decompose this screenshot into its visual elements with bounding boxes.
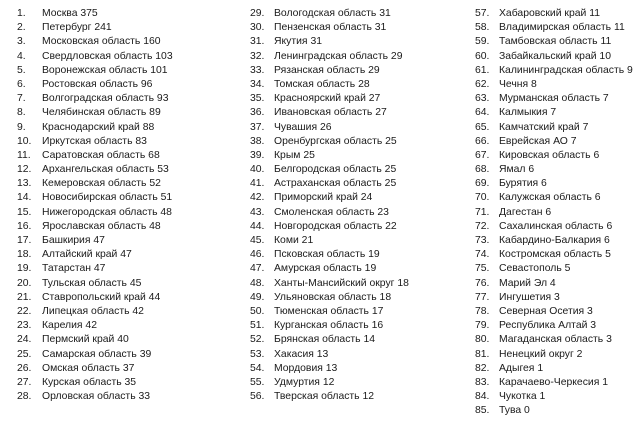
list-item-number: 38. [250,135,265,147]
list-item-text: Самарская область 39 [42,348,152,360]
list-item-text: Тюменская область 17 [274,305,384,317]
list-item [475,277,633,291]
list-item [17,191,173,205]
list-item-text: Московская область 160 [42,36,161,48]
list-item-number: 43. [250,206,265,218]
list-item-number: 14. [17,192,32,204]
list-item-text: Владимирская область 11 [499,22,625,34]
list-item [250,291,409,305]
list-item-number: 35. [250,93,265,105]
list-item-text: Челябинская область 89 [42,107,161,119]
list-item [250,149,409,163]
list-item-number: 72. [475,220,490,232]
list-item [250,348,409,362]
list-item-text: Алтайский край 47 [42,249,132,261]
list-item-text: Саратовская область 68 [42,149,160,161]
list-item-text: Ингушетия 3 [499,291,560,303]
list-item-text: Амурская область 19 [274,263,377,275]
list-item-number: 67. [475,149,490,161]
list-item-number: 32. [250,50,265,62]
list-item-number: 75. [475,263,490,275]
list-item [250,64,409,78]
list-item [475,220,633,234]
list-item-number: 15. [17,206,32,218]
list-item-number: 83. [475,376,490,388]
list-item-text: Чукотка 1 [499,391,546,403]
list-item [17,92,173,106]
list-item [17,348,173,362]
list-item-number: 76. [475,277,490,289]
list-item-text: Костромская область 5 [499,249,611,261]
list-item [17,78,173,92]
region-list-column-3 [475,7,633,418]
list-item-number: 78. [475,305,490,317]
list-item [250,135,409,149]
list-item-text: Бурятия 6 [499,178,547,190]
list-item-number: 41. [250,178,265,190]
list-item-number: 50. [250,305,265,317]
region-list-column-1 [17,7,173,404]
list-item-text: Ростовская область 96 [42,78,153,90]
list-item [17,149,173,163]
list-item-text: Калмыкия 7 [499,107,557,119]
list-item-text: Красноярский край 27 [274,93,381,105]
list-item-number: 74. [475,249,490,261]
list-item-number: 9. [17,121,26,133]
list-item-number: 60. [475,50,490,62]
list-item [17,319,173,333]
list-item-number: 54. [250,362,265,374]
list-item-number: 33. [250,64,265,76]
list-item-text: Смоленская область 23 [274,206,389,218]
list-item-text: Калужская область 6 [499,192,601,204]
list-item [250,376,409,390]
list-item [475,348,633,362]
list-item-text: Татарстан 47 [42,263,106,275]
list-item-text: Омская область 37 [42,362,135,374]
list-item-number: 37. [250,121,265,133]
list-item [250,191,409,205]
list-item [250,163,409,177]
list-item-number: 42. [250,192,265,204]
list-item-text: Еврейская АО 7 [499,135,577,147]
list-item-text: Краснодарский край 88 [42,121,155,133]
list-item [475,177,633,191]
list-item-text: Магаданская область 3 [499,334,612,346]
list-item-number: 39. [250,149,265,161]
list-item-number: 73. [475,235,490,246]
list-item [250,305,409,319]
list-item-text: Тверская область 12 [274,391,375,403]
list-item-text: Адыгея 1 [499,362,544,374]
list-item [475,206,633,220]
list-item-text: Томская область 28 [274,78,370,90]
list-item-number: 84. [475,391,490,403]
list-item-text: Тульская область 45 [42,277,142,289]
list-item-number: 36. [250,107,265,119]
list-item-text: Ставропольский край 44 [42,291,161,303]
list-item [475,191,633,205]
list-item-number: 10. [17,135,32,147]
list-item-text: Кировская область 6 [499,149,600,161]
list-item-number: 56. [250,391,265,403]
list-item-text: Архангельская область 53 [42,164,169,176]
list-item [17,291,173,305]
list-item-text: Нижегородская область 48 [42,206,172,218]
list-item-number: 85. [475,405,490,417]
list-item-text: Мурманская область 7 [499,93,609,105]
list-item-text: Пермский край 40 [42,334,129,346]
list-item-number: 1. [17,8,26,19]
list-item-text: Ханты-Мансийский округ 18 [274,277,409,289]
list-item-number: 40. [250,164,265,176]
list-item-number: 81. [475,348,490,360]
list-item-number: 2. [17,22,26,34]
list-item [250,362,409,376]
list-item-number: 21. [17,291,32,303]
list-item-number: 20. [17,277,32,289]
list-item-number: 26. [17,362,32,374]
list-item [17,64,173,78]
list-item-number: 3. [17,36,26,48]
list-item-text: Новосибирская область 51 [42,192,173,204]
list-item-text: Дагестан 6 [499,206,552,218]
list-item-text: Чувашия 26 [274,121,332,133]
list-item [475,35,633,49]
list-item [17,21,173,35]
list-item-number: 27. [17,376,32,388]
list-item-text: Крым 25 [274,149,315,161]
list-item [475,121,633,135]
list-item [17,390,173,404]
list-item [475,248,633,262]
list-item [250,206,409,220]
list-item-text: Ненецкий округ 2 [499,348,583,360]
list-item-number: 53. [250,348,265,360]
list-item-text: Орловская область 33 [42,391,151,403]
list-item [475,21,633,35]
list-item-text: Кабардино-Балкария 6 [499,235,610,246]
list-item-number: 8. [17,107,26,119]
list-item [17,234,173,248]
list-item [475,92,633,106]
list-item-text: Ивановская область 27 [274,107,387,119]
list-item-number: 70. [475,192,490,204]
list-item-text: Курганская область 16 [274,320,384,332]
list-item-number: 71. [475,206,490,218]
list-item-number: 63. [475,93,490,105]
list-item [17,177,173,191]
list-item-number: 22. [17,305,32,317]
list-item [17,7,173,21]
list-item-text: Чечня 8 [499,78,537,90]
list-item [17,262,173,276]
list-item-number: 58. [475,22,490,34]
list-item [475,319,633,333]
list-item-number: 62. [475,78,490,90]
list-item-text: Северная Осетия 3 [499,305,593,317]
list-item-number: 48. [250,277,265,289]
list-item-number: 66. [475,135,490,147]
list-item [250,21,409,35]
list-item [475,7,633,21]
list-item-number: 6. [17,78,26,90]
list-item-number: 47. [250,263,265,275]
list-item [250,106,409,120]
list-item-text: Ямал 6 [499,164,535,176]
list-item-text: Камчатский край 7 [499,121,589,133]
list-item-number: 23. [17,320,32,332]
list-item-number: 19. [17,263,32,275]
list-item-text: Калининградская область 9 [499,64,633,76]
list-item [17,277,173,291]
list-item-number: 4. [17,50,26,62]
list-item-number: 25. [17,348,32,360]
list-item-text: Республика Алтай 3 [499,320,597,332]
list-item-text: Хакасия 13 [274,348,329,360]
list-item [17,50,173,64]
list-item-text: Якутия 31 [274,36,322,48]
list-item-number: 65. [475,121,490,133]
list-item [475,362,633,376]
list-item [250,390,409,404]
list-item [475,64,633,78]
list-item-text: Хабаровский край 11 [499,8,600,19]
list-item-number: 5. [17,64,26,76]
list-item-number: 12. [17,164,32,176]
list-item [475,106,633,120]
list-item-text: Новгородская область 22 [274,220,397,232]
list-item-text: Кемеровская область 52 [42,178,161,190]
list-item [475,135,633,149]
list-item [17,121,173,135]
list-item [17,248,173,262]
list-item [475,78,633,92]
list-item-number: 31. [250,36,265,48]
list-item-number: 52. [250,334,265,346]
list-item [250,50,409,64]
list-item-number: 18. [17,249,32,261]
list-item [250,262,409,276]
list-item [475,376,633,390]
list-item-text: Белгородская область 25 [274,164,397,176]
list-item-number: 46. [250,249,265,261]
list-item-text: Брянская область 14 [274,334,376,346]
list-item-number: 77. [475,291,490,303]
list-item-number: 69. [475,178,490,190]
list-item-text: Свердловская область 103 [42,50,173,62]
list-item [250,7,409,21]
list-item-text: Тува 0 [499,405,530,417]
list-item-text: Курская область 35 [42,376,137,388]
list-item-text: Астраханская область 25 [274,178,397,190]
list-item-number: 29. [250,8,265,19]
list-item [250,277,409,291]
list-item-text: Тамбовская область 11 [499,36,612,48]
list-item-text: Рязанская область 29 [274,64,380,76]
list-item-text: Ленинградская область 29 [274,50,403,62]
list-item [250,78,409,92]
list-item-number: 17. [17,235,32,246]
list-item [250,319,409,333]
list-item-text: Вологодская область 31 [274,8,391,19]
list-item-text: Коми 21 [274,235,314,246]
region-list-column-2 [250,7,409,404]
list-item [250,248,409,262]
list-item-text: Ульяновская область 18 [274,291,392,303]
list-item [250,177,409,191]
list-item-text: Удмуртия 12 [274,376,335,388]
list-item-number: 55. [250,376,265,388]
list-item [17,206,173,220]
list-item-text: Липецкая область 42 [42,305,144,317]
list-item [17,333,173,347]
list-item-text: Башкирия 47 [42,235,105,246]
list-item-number: 49. [250,291,265,303]
list-item-number: 82. [475,362,490,374]
list-item-text: Воронежская область 101 [42,64,168,76]
list-item [17,135,173,149]
list-item-text: Пензенская область 31 [274,22,387,34]
list-item [250,35,409,49]
list-item [475,234,633,248]
list-item-number: 61. [475,64,490,76]
list-item-number: 34. [250,78,265,90]
list-item-text: Москва 375 [42,8,98,19]
list-item-number: 64. [475,107,490,119]
list-item [250,92,409,106]
list-item [475,149,633,163]
list-item [475,333,633,347]
list-item [17,220,173,234]
list-item [250,121,409,135]
list-item-text: Волгоградская область 93 [42,93,169,105]
list-item [475,262,633,276]
list-item [250,333,409,347]
list-item-text: Петербург 241 [42,22,112,34]
list-item-number: 79. [475,320,490,332]
list-item-number: 80. [475,334,490,346]
list-item-text: Карачаево-Черкесия 1 [499,376,608,388]
list-item-text: Забайкальский край 10 [499,50,611,62]
list-item [475,404,633,418]
list-item-text: Оренбургская область 25 [274,135,397,147]
list-item-number: 13. [17,178,32,190]
list-item-text: Псковская область 19 [274,249,380,261]
list-item [17,305,173,319]
list-item [475,390,633,404]
list-item [17,376,173,390]
list-item-number: 44. [250,220,265,232]
list-item-text: Севастополь 5 [499,263,571,275]
list-item-number: 16. [17,220,32,232]
list-item-number: 24. [17,334,32,346]
list-item-number: 51. [250,320,265,332]
list-item [475,305,633,319]
list-item [475,291,633,305]
list-item-number: 30. [250,22,265,34]
list-item-text: Приморский край 24 [274,192,373,204]
list-item [17,163,173,177]
list-item-text: Иркутская область 83 [42,135,147,147]
list-item-text: Марий Эл 4 [499,277,556,289]
list-item-text: Сахалинская область 6 [499,220,613,232]
list-item [17,362,173,376]
list-item-text: Мордовия 13 [274,362,338,374]
list-item-number: 28. [17,391,32,403]
list-item-number: 45. [250,235,265,246]
list-item-number: 7. [17,93,26,105]
list-item [475,163,633,177]
list-item-text: Карелия 42 [42,320,97,332]
list-item [250,234,409,248]
list-item [17,35,173,49]
list-item-number: 59. [475,36,490,48]
list-item-number: 57. [475,8,490,19]
list-item-number: 68. [475,164,490,176]
list-item [17,106,173,120]
list-item [475,50,633,64]
list-item-number: 11. [17,149,31,161]
list-item [250,220,409,234]
list-item-text: Ярославская область 48 [42,220,161,232]
